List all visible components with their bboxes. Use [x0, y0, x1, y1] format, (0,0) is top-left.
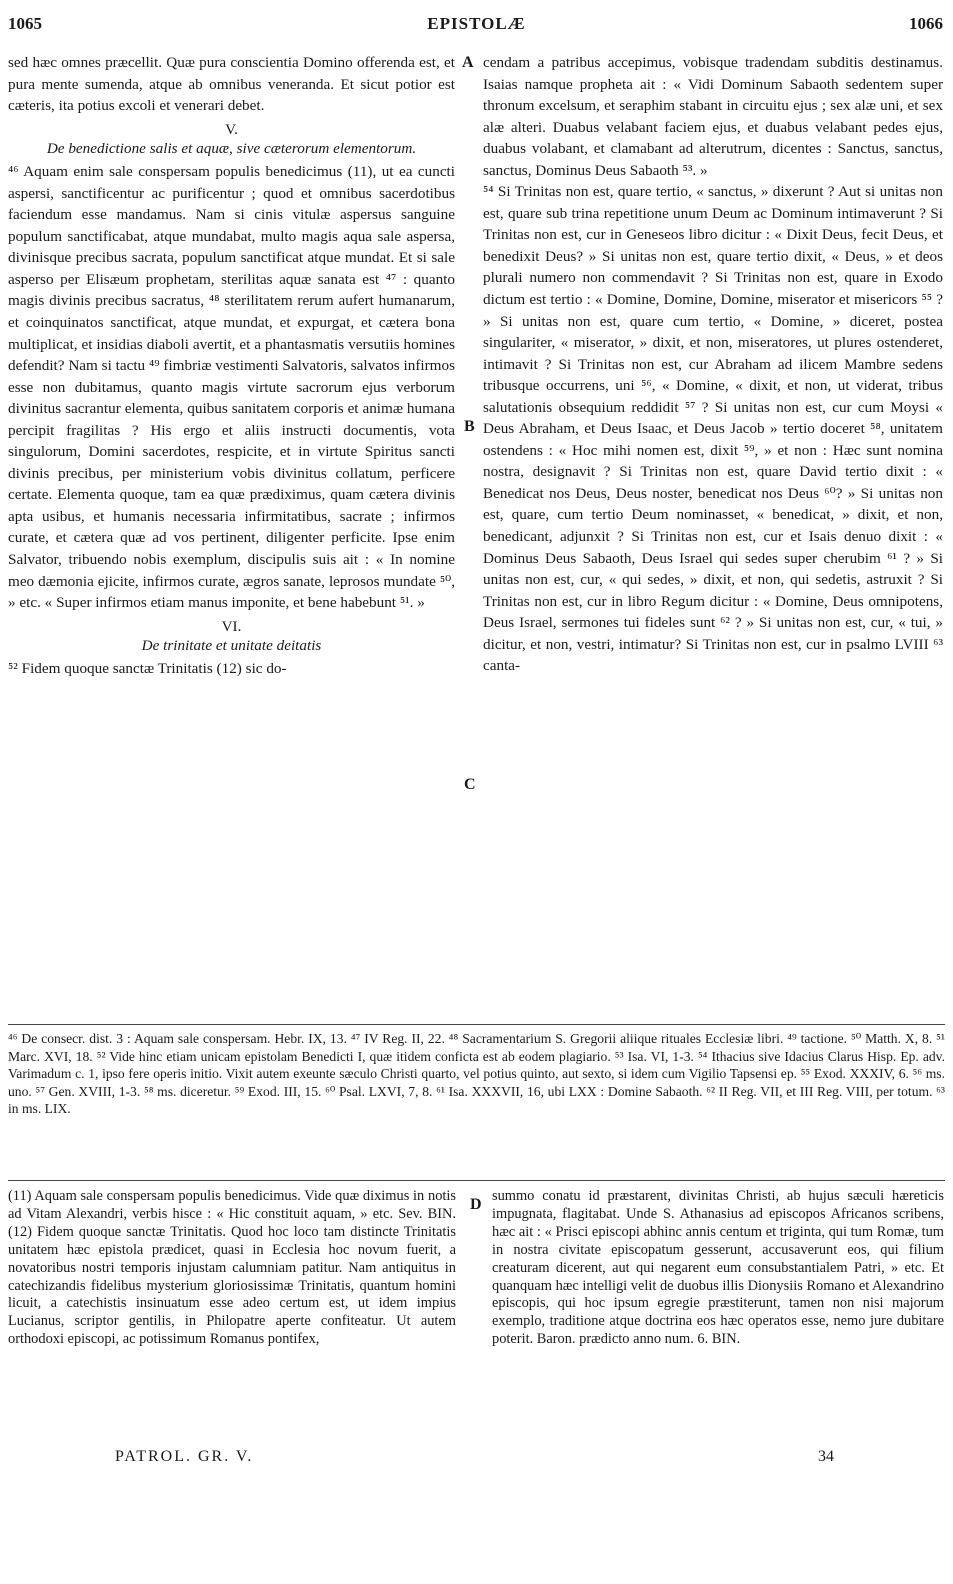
page-header	[0, 14, 953, 40]
bottom-signature: PATROL. GR. V.	[115, 1448, 254, 1465]
section-5-title: De benedictione salis et aquæ, sive cæterorum elementorum.	[46, 140, 417, 158]
left-paragraph-2: ⁴⁶ Aquam enim sale conspersam populis benedicimus (11), ut ea cuncti aspersi, sanctificentur ac purificentur ; quod et omnibus sacerdotibus faciendum esse mandamus. Nam si cinis vitulæ aspersus sanguine populum sanctificabat, atque mundabat, multo magis aqua sale aspersa, divinisque precibus sacrata, populum sanctificat atque mundat. Et si sale asperso per Elisæum prophetam, sterilitas aquæ sanata est ⁴⁷ : quanto magis divinis precibus sacratus, ⁴⁸ sterilitatem rerum aufert humanarum, et coinquinatos sanctificat, atque mundat, et expurgat, et cætera bona multiplicat, et insidias diaboli avertit, et a phantasmatis versutiis homines defendit? Nam si tactu ⁴⁹ fimbriæ vestimenti Salvatoris, salvatos infirmos esse non dubitamus, quanto magis virtute sacrorum ejus verborum divinitus sacrantur elementa, quibus sanitatem corporis et animæ humana percipit fragilitas ? His ergo et aliis instructi documentis, vota singulorum, Domini sacerdotes, respicite, et in virtute Spiritus sancti divinis precibus, per ministerium vobis divinitus collatum, perficere certate. Elementa quoque, tam ea quæ prædiximus, quam cætera divinis apta usibus, et humanis necessaria infirmitatibus, sacrate ; infirmos curate, et cætera quæ ad vos pertinent, diligenter perficite. Ipse enim Salvator, tribuendo nobis exemplum, discipulis suis ait : « In nomine meo dæmonia ejicite, infirmos curate, ægros sanate, leprosos mundate ⁵⁰, » etc. « Super infirmos etiam manus imponite, et bene habebunt ⁵¹. »	[8, 163, 455, 612]
footnotes: ⁴⁶ De consecr. dist. 3 : Aquam sale conspersam. Hebr. IX, 13. ⁴⁷ IV Reg. II, 22. ⁴⁸ Sacramentarium S. Gregorii aliique rituales Ecclesiæ libri. ⁴⁹ tactione. ⁵⁰ Matth. X, 8. ⁵¹ Marc. XVI, 18. ⁵² Vide hinc etiam unicam epistolam Benedicti I, quæ itidem conficta est ab eodem plagiario. ⁵³ Isa. VI, 1-3. ⁵⁴ Ithacius sive Idacius Clarus Hisp. Ep. adv. Varimadum c. 1, ipso fere operis initio. Vixit autem exeunte sæculo Christi quarto, vel potius quinto, aut sexto, si idem cum Vigilio Tapsensi ep. ⁵⁵ Exod. XXXIV, 6. ⁵⁶ ms. uno. ⁵⁷ Gen. XVIII, 1-3. ⁵⁸ ms. diceretur. ⁵⁹ Exod. III, 15. ⁶⁰ Psal. LXVI, 7, 8. ⁶¹ Isa. XXXVII, 16, ubi LXX : Domine Sabaoth. ⁶² II Reg. VII, et III Reg. VIII, per totum. ⁶³ in ms. LIX.	[8, 1031, 945, 1116]
page-number-right: 1066	[909, 14, 943, 33]
margin-marker-b: B	[464, 418, 475, 435]
section-6-number: VI.	[221, 617, 242, 635]
notes-right-column: summo conatu id præstarent, divinitas Christi, ab hujus sæculi hæreticis impugnata, flagitabat. Unde S. Athanasius ad episcopos Africanos scribens, hæc ait : « Prisci episcopi abhinc annis centum et triginta, qui tum Romæ, tum in nostra civitate episcopatum gesserunt, accusaverunt eos, qui filium creaturam dicerent, aut qui negarent eum consubstantialem Patri, » etc. Et quanquam hæc intelligi velit de duobus illis Dionysiis Romano et Alexandrino episcopis, qui hoc ipsum egregie præstiterunt, tamen non nisi majorum exemplo, traditione atque doctrina eos hæc operatos esse, nemo jure dubitare poterit. Baron. prædicto anno num. 6. BIN.	[492, 1188, 944, 1348]
section-5-number: V.	[225, 120, 238, 138]
footnote-rule	[8, 1024, 945, 1025]
sheet-number: 34	[818, 1448, 834, 1465]
page-number-left: 1065	[8, 14, 42, 33]
left-paragraph-3: ⁵² Fidem quoque sanctæ Trinitatis (12) sic do-	[8, 660, 287, 678]
left-column	[8, 52, 455, 680]
right-column	[483, 52, 943, 677]
notes-left-column: (11) Aquam sale conspersam populis benedicimus. Vide quæ diximus in notis ad Vitam Alexandri, verbis hisce : « Hic constituit aquam, » etc. Sev. BIN. (12) Fidem quoque sanctæ Trinitatis. Quod hoc loco tam distincte Trinitatis unitatem hæc epistola prædicet, quasi in Ecclesia hoc novum fuerit, a novatoribus nostri temporis injustam calumniam patitur. Nam antiquitus in catechizandis fidelibus mysterium gloriosissimæ Trinitatis, quantum homini licuit, a catechistis insinuatum esse adeo certum est, ut idem impius Lucianus, scriptor gentilis, in Philopatre aperte confiteatur. Ut autem orthodoxi episcopi, ac potissimum Romanus pontifex,	[8, 1188, 456, 1348]
section-6-title: De trinitate et unitate deitatis	[141, 637, 322, 655]
right-paragraph-2: ⁵⁴ Si Trinitas non est, quare tertio, « sanctus, » dixerunt ? Aut si unitas non est, quare sub trina repetitione unum Deum ac Dominum intimaverunt ? Si Trinitas non est, cur in Geneseos libro dicitur : « Dixit Deus, fecit Deus, et benedixit Deus? » Si unitas non est, quare tertio dixit, « Deus, » et deos plurali numero non commendavit ? Si Trinitas non est, quare in Exodo dictum est tertio : « Domine, Domine, Domine, miserator et misericors ⁵⁵ ? » Si unitas non est, quare cum tertio, « Domine, » diceret, postea singulariter, « miserator, » dixit, et non, miseratores, ut plures ostenderet, intimavit ? Si Trinitas non est, cur Abraham ad ilicem Mambre sedens tribusque occurrens, uni ⁵⁶, « Domine, « dixit, et non, ut viderat, tribus salutationis obsequium reddidit ⁵⁷ ? Si unitas non est, cur cum Moysi « Deus Abraham, et Deus Isaac, et Deus Jacob » tertio doceret ⁵⁸, unitatem ostendens : « Hoc mihi nomen est, dixit ⁵⁹, » et non : Hæc sunt nomina nostra, designavit ? Si Trinitas non est, quare David tertio dixit : « Benedicat nos Deus, Deus noster, benedicat nos Deus ⁶⁰? » Si unitas non est, quare, cum tertio Deum nominasset, « benedicat, » dixit, et non, benedicant, adjunxit ? Si Trinitas non est, cur et Isais denuo dixit : « Dominus Deus Sabaoth, Deus Israel qui sedes super cherubim ⁶¹ ? » Si unitas non est, cur, « qui sedes, » dixit, et non, qui sedetis, astruxit ? Si Trinitas non est, cur in libro Regum dicitur : « Domine, Deus omnipotens, Deus Israel, sermones tui fideles sunt ⁶² ? » Si unitas non est, cur, « tui, » dicitur, et non, vestri, intimatur? Si Trinitas non est, cur in psalmo LVIII ⁶³ canta-	[483, 183, 943, 675]
margin-marker-c: C	[464, 776, 476, 793]
running-title: EPISTOLÆ	[427, 14, 526, 33]
margin-marker-d: D	[470, 1196, 482, 1213]
left-paragraph-1: sed hæc omnes præcellit. Quæ pura conscientia Domino offerenda est, et pura mente sumenda, atque ab omnibus veneranda. Et sicut potior est cæteris, ita potius excoli et venerari debet.	[8, 54, 455, 115]
notes-rule	[8, 1180, 945, 1181]
margin-marker-a: A	[462, 54, 474, 71]
right-paragraph-1: cendam a patribus accepimus, vobisque tradendam subditis destinamus. Isaias namque propheta ait : « Vidi Dominum Sabaoth sedentem super thronum excelsum, et seraphim stabant in circuitu ejus ; sex alæ uni, et sex alæ alteri. Duabus velabant faciem ejus, et duabus velabant pedes ejus, duabus volabant, et clamabant ad alterutrum, dicentes : Sanctus, sanctus, sanctus, Dominus Deus Sabaoth ⁵³. »	[483, 54, 943, 179]
